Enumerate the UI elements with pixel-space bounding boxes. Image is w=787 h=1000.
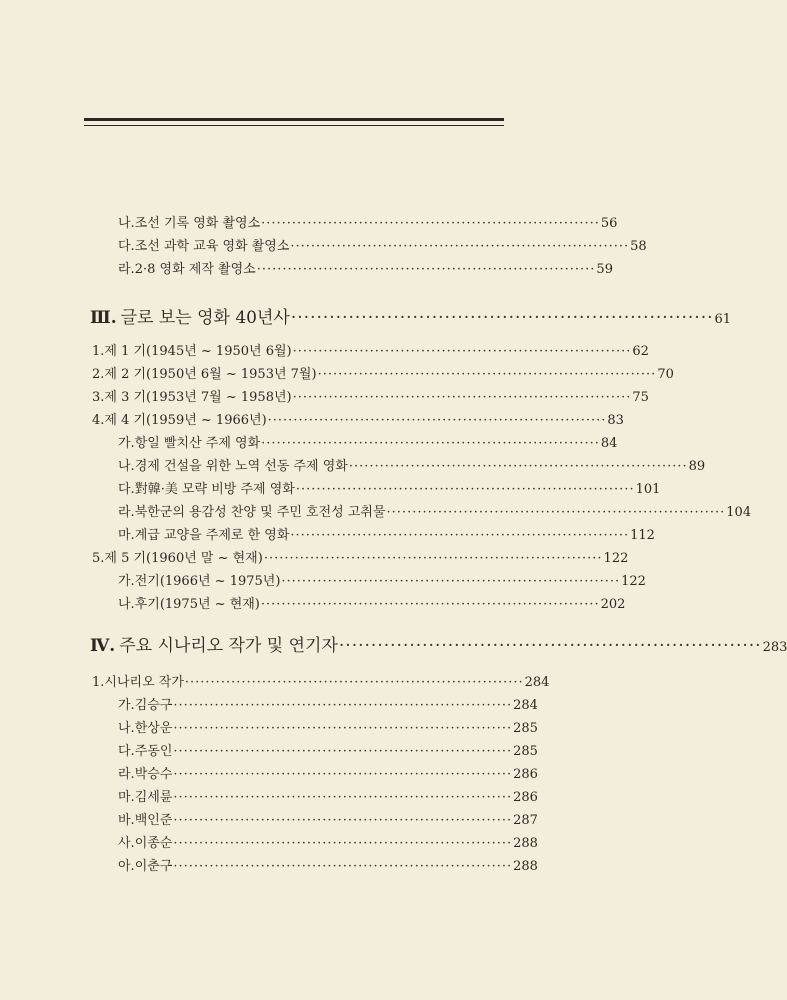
leader-dots: ·································································· <box>263 551 603 566</box>
entry-number: 나. <box>118 459 135 474</box>
toc-entry[interactable] <box>118 743 538 761</box>
entry-page: 56 <box>600 216 618 231</box>
entry-page: 75 <box>632 390 649 405</box>
entry-title: 제 4 기(1959년 ~ 1966년) <box>104 413 267 428</box>
toc-entry[interactable] <box>118 527 655 545</box>
entry-number: 다. <box>118 744 135 759</box>
leader-dots: ·································································· <box>267 413 607 428</box>
toc-entry[interactable] <box>118 789 538 807</box>
entry-number: 가. <box>118 698 135 713</box>
entry-title: 이종순 <box>134 836 173 851</box>
leader-dots: ·································································· <box>386 505 726 520</box>
leader-dots: ·································································· <box>261 216 600 231</box>
entry-number: 가. <box>118 436 135 451</box>
leader-dots: ·································································· <box>173 813 513 828</box>
toc-entry[interactable] <box>118 858 538 876</box>
entry-title: 이춘구 <box>134 859 173 874</box>
entry-page: 83 <box>607 413 624 428</box>
entry-page: 104 <box>726 505 752 520</box>
entry-number: 나. <box>118 597 135 612</box>
toc-entry[interactable] <box>118 835 538 853</box>
leader-dots: ·································································· <box>173 859 513 874</box>
chapter-heading[interactable] <box>90 635 787 659</box>
toc-entry[interactable] <box>118 697 538 715</box>
toc-entry[interactable] <box>92 674 550 692</box>
entry-title: 김세륜 <box>134 790 173 805</box>
chapter-heading[interactable] <box>90 307 732 331</box>
leader-dots: ·································································· <box>261 436 600 451</box>
entry-title: 제 5 기(1960년 말 ~ 현재) <box>104 551 263 566</box>
leader-dots: ·································································· <box>173 836 513 851</box>
chapter-number: Ⅳ. <box>90 636 116 656</box>
entry-page: 112 <box>630 528 655 543</box>
toc-entry[interactable] <box>118 720 538 738</box>
entry-number: 4. <box>92 413 105 428</box>
chapter-page: 283 <box>762 640 787 655</box>
entry-page: 287 <box>513 813 538 828</box>
entry-number: 1. <box>92 675 105 690</box>
entry-page: 89 <box>688 459 706 474</box>
entry-number: 마. <box>118 528 135 543</box>
toc-entry[interactable] <box>118 504 752 522</box>
entry-title: 제 1 기(1945년 ~ 1950년 6월) <box>104 344 292 359</box>
toc-entry[interactable] <box>118 458 706 476</box>
leader-dots: ·································································· <box>292 344 632 359</box>
leader-dots: ·································································· <box>260 597 600 612</box>
entry-title: 후기(1975년 ~ 현재) <box>134 597 260 612</box>
entry-page: 284 <box>513 698 538 713</box>
entry-title: 한상운 <box>134 721 173 736</box>
toc-entry[interactable] <box>118 238 647 256</box>
entry-title: 항일 빨치산 주제 영화 <box>134 436 261 451</box>
entry-title: 對韓·美 모략 비방 주제 영화 <box>134 482 295 497</box>
entry-number: 가. <box>118 574 135 589</box>
entry-number: 나. <box>118 721 135 736</box>
entry-page: 59 <box>596 262 613 277</box>
entry-title: 전기(1966년 ~ 1975년) <box>134 574 281 589</box>
entry-title: 북한군의 용감성 찬양 및 주민 호전성 고취물 <box>134 505 386 520</box>
entry-page: 285 <box>513 744 538 759</box>
entry-page: 101 <box>635 482 661 497</box>
entry-number: 다. <box>118 239 135 254</box>
chapter-title: 글로 보는 영화 40년사 <box>120 308 290 328</box>
entry-page: 122 <box>621 574 646 589</box>
entry-title: 백인준 <box>134 813 173 828</box>
entry-page: 70 <box>657 367 674 382</box>
toc-entry[interactable] <box>118 261 613 279</box>
entry-title: 2·8 영화 제작 촬영소 <box>134 262 256 277</box>
entry-number: 라. <box>118 262 135 277</box>
leader-dots: ·································································· <box>295 482 635 497</box>
chapter-title: 주요 시나리오 작가 및 연기자 <box>119 636 338 656</box>
entry-page: 286 <box>513 767 538 782</box>
entry-page: 286 <box>513 790 538 805</box>
leader-dots: ·································································· <box>256 262 596 277</box>
entry-title: 조선 과학 교육 영화 촬영소 <box>134 239 290 254</box>
entry-number: 라. <box>118 767 135 782</box>
toc-entry[interactable] <box>92 412 624 430</box>
toc-entry[interactable] <box>92 343 649 361</box>
entry-number: 마. <box>118 790 135 805</box>
toc-entry[interactable] <box>92 366 674 384</box>
entry-page: 288 <box>513 859 538 874</box>
toc-entry[interactable] <box>118 215 618 233</box>
entry-page: 122 <box>603 551 629 566</box>
leader-dots: ·································································· <box>348 459 688 474</box>
entry-number: 바. <box>118 813 135 828</box>
chapter-page: 61 <box>714 312 732 327</box>
toc-entry[interactable] <box>118 596 626 614</box>
entry-page: 62 <box>632 344 649 359</box>
entry-number: 나. <box>118 216 135 231</box>
leader-dots: ·································································· <box>290 308 714 328</box>
leader-dots: ·································································· <box>173 744 513 759</box>
leader-dots: ·································································· <box>173 790 513 805</box>
leader-dots: ·································································· <box>317 367 657 382</box>
entry-number: 라. <box>118 505 135 520</box>
leader-dots: ·································································· <box>281 574 621 589</box>
entry-number: 1. <box>92 344 105 359</box>
leader-dots: ·································································· <box>292 390 632 405</box>
entry-page: 288 <box>513 836 538 851</box>
entry-title: 제 3 기(1953년 7월 ~ 1958년) <box>104 390 292 405</box>
entry-title: 김승구 <box>134 698 173 713</box>
leader-dots: ·································································· <box>173 698 513 713</box>
entry-number: 사. <box>118 836 135 851</box>
toc-entry[interactable] <box>92 389 649 407</box>
entry-title: 제 2 기(1950년 6월 ~ 1953년 7월) <box>104 367 317 382</box>
entry-page: 202 <box>600 597 626 612</box>
leader-dots: ·································································· <box>173 767 513 782</box>
leader-dots: ·································································· <box>290 239 630 254</box>
toc-entry[interactable] <box>118 812 538 830</box>
entry-page: 58 <box>630 239 647 254</box>
toc-entry[interactable] <box>118 435 618 453</box>
toc-entry[interactable] <box>92 550 629 568</box>
entry-title: 주동인 <box>134 744 173 759</box>
chapter-number: Ⅲ. <box>90 308 117 328</box>
entry-page: 284 <box>524 675 550 690</box>
entry-number: 아. <box>118 859 135 874</box>
entry-page: 285 <box>513 721 538 736</box>
entry-title: 계급 교양을 주제로 한 영화 <box>134 528 290 543</box>
leader-dots: ·································································· <box>184 675 524 690</box>
entry-title: 경제 건설을 위한 노역 선동 주제 영화 <box>134 459 348 474</box>
leader-dots: ·································································· <box>338 636 762 656</box>
entry-title: 시나리오 작가 <box>104 675 184 690</box>
toc-entry[interactable] <box>118 481 661 499</box>
entry-number: 다. <box>118 482 135 497</box>
entry-page: 84 <box>600 436 618 451</box>
entry-number: 2. <box>92 367 105 382</box>
entry-number: 5. <box>92 551 105 566</box>
entry-title: 박승수 <box>134 767 173 782</box>
toc-entry[interactable] <box>118 573 646 591</box>
leader-dots: ·································································· <box>290 528 630 543</box>
entry-title: 조선 기록 영화 촬영소 <box>134 216 261 231</box>
leader-dots: ·································································· <box>173 721 513 736</box>
entry-number: 3. <box>92 390 105 405</box>
toc-entry[interactable] <box>118 766 538 784</box>
